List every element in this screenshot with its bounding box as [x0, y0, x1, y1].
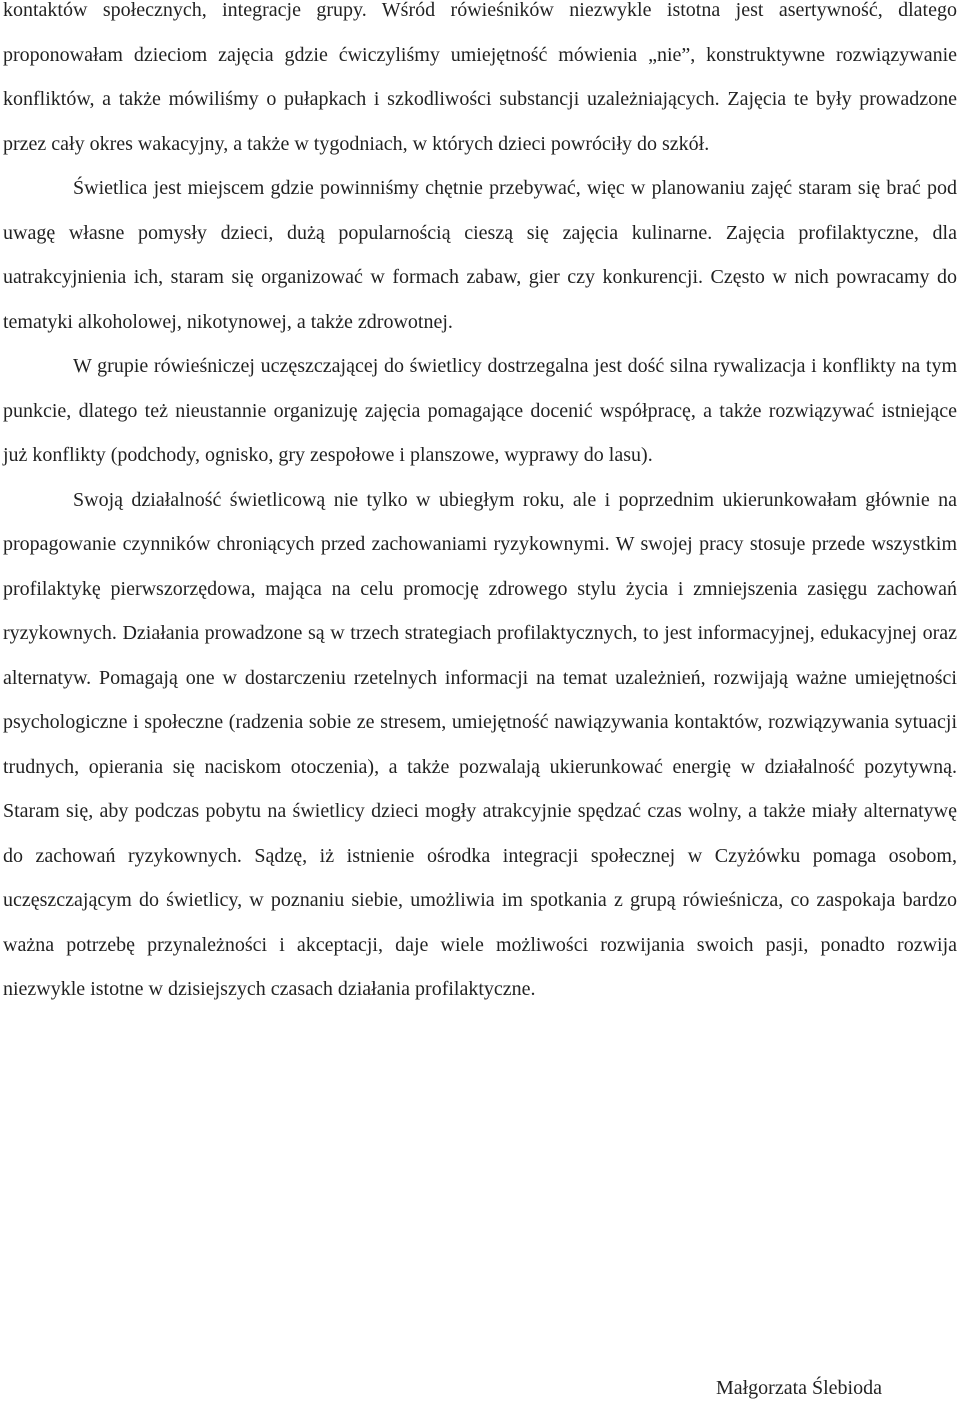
paragraph-grupa-rowiesnicza: W grupie rówieśniczej uczęszczającej do świetlicy dostrzegalna jest dość silna rywalizacja i konflikty na tym punkcie, dlatego też nieustannie organizuję zajęcia pomagające docenić współpracę, a także rozwiązywać istniejące już konflikty (podchody, ognisko, gry zespołowe i planszowe, wyprawy do lasu). — [3, 355, 957, 466]
document-body — [3, 0, 957, 1012]
paragraph-continuation: kontaktów społecznych, integracje grupy. Wśród rówieśników niezwykle istotna jest asertywność, dlatego proponowałam dzieciom zajęcia gdzie ćwiczyliśmy umiejętność mówienia „nie”, konstruktywne rozwiązywanie konfliktów, a także mówiliśmy o pułapkach i szkodliwości substancji uzależniających. Zajęcia te były prowadzone przez cały okres wakacyjny, a także w tygodniach, w których dzieci powróciły do szkół. — [3, 0, 957, 155]
author-signature: Małgorzata Ślebioda — [715, 1377, 882, 1399]
paragraph-swietlica: Świetlica jest miejscem gdzie powinniśmy chętnie przebywać, więc w planowaniu zajęć staram się brać pod uwagę własne pomysły dzieci, dużą popularnością cieszą się zajęcia kulinarne. Zajęcia profilaktyczne, dla uatrakcyjnienia ich, staram się organizować w formach zabaw, gier czy konkurencji. Często w nich powracamy do tematyki alkoholowej, nikotynowej, a także zdrowotnej. — [3, 177, 957, 333]
paragraph-dzialalnosc: Swoją działalność świetlicową nie tylko w ubiegłym roku, ale i poprzednim ukierunkowałam głównie na propagowanie czynników chroniących przed zachowaniami ryzykownymi. W swojej pracy stosuje przede wszystkim profilaktykę pierwszorzędowa, mająca na celu promocję zdrowego stylu życia i zmniejszenia zasięgu zachowań ryzykownych. Działania prowadzone są w trzech strategiach profilaktycznych, to jest informacyjnej, edukacyjnej oraz alternatyw. Pomagają one w dostarczeniu rzetelnych informacji na temat uzależnień, rozwijają ważne umiejętności psychologiczne i społeczne (radzenia sobie ze stresem, umiejętność nawiązywania kontaktów, rozwiązywania sytuacji trudnych, opierania się naciskom otoczenia), a także pozwalają ukierunkować energię w działalność pozytywną. Staram się, aby podczas pobytu na świetlicy dzieci mogły atrakcyjnie spędzać czas wolny, a także miały alternatywę do zachowań ryzykownych. Sądzę, iż istnienie ośrodka integracji społecznej w Czyżówku pomaga osobom, uczęszczającym do świetlicy, w poznaniu siebie, umożliwia im spotkania z grupą rówieśnicza, co zaspokaja bardzo ważna potrzebę przynależności i akceptacji, daje wiele możliwości rozwijania swoich pasji, ponadto rozwija niezwykle istotne w dzisiejszych czasach działania profilaktyczne. — [3, 488, 957, 1000]
